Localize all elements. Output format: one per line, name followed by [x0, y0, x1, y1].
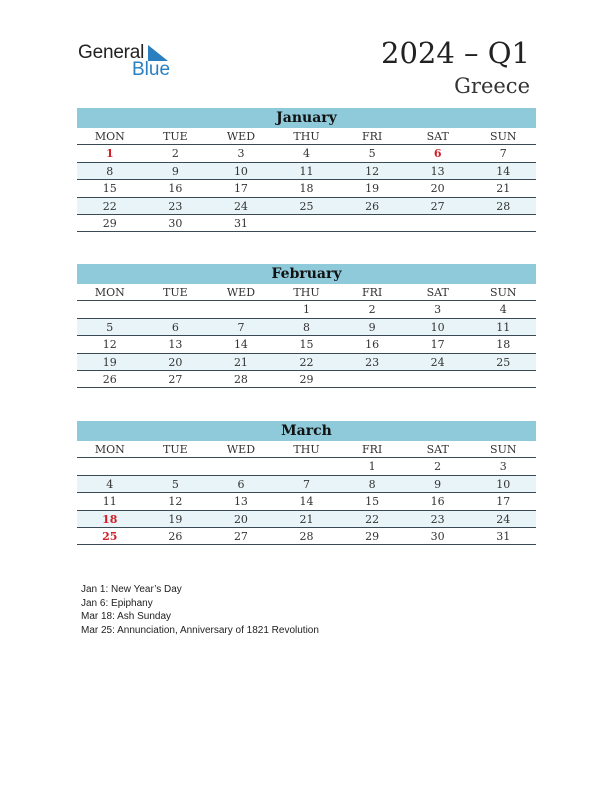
- day-cell: 27: [168, 372, 183, 386]
- empty-day-cell: [405, 371, 471, 387]
- weekday-header-row: [77, 441, 536, 458]
- empty-day-cell: [274, 215, 340, 231]
- day-cell: 2: [434, 460, 442, 474]
- week-row: [77, 198, 536, 215]
- logo-blue-text: Blue: [132, 59, 171, 80]
- day-cell: 10: [430, 320, 445, 334]
- day-cell: 13: [168, 338, 183, 352]
- day-cell: 26: [365, 199, 380, 213]
- day-cell: 2: [368, 303, 376, 317]
- day-cell: 11: [496, 320, 511, 334]
- day-cell: 9: [171, 164, 179, 178]
- empty-day-cell: [208, 458, 274, 474]
- day-cell: 12: [365, 164, 380, 178]
- empty-day-cell: [405, 215, 471, 231]
- day-cell: 3: [499, 460, 507, 474]
- empty-day-cell: [274, 458, 340, 474]
- day-cell: 15: [299, 338, 314, 352]
- day-cell: 3: [237, 147, 245, 161]
- weekday-label: TUE: [163, 286, 188, 299]
- day-cell: 5: [368, 147, 376, 161]
- day-cell: 31: [496, 529, 511, 543]
- weekday-label: THU: [293, 130, 320, 143]
- day-cell: 23: [168, 199, 183, 213]
- day-cell: 6: [237, 477, 245, 491]
- empty-day-cell: [339, 371, 405, 387]
- week-row: [77, 163, 536, 180]
- weekday-header-row: [77, 128, 536, 145]
- day-cell: 6: [171, 320, 179, 334]
- day-cell: 14: [233, 338, 248, 352]
- week-row: [77, 476, 536, 493]
- month-march: [77, 421, 536, 545]
- day-cell: 24: [430, 355, 445, 369]
- weekday-label: SUN: [490, 443, 517, 456]
- day-cell: 23: [365, 355, 380, 369]
- day-cell: 24: [233, 199, 248, 213]
- week-row: [77, 336, 536, 353]
- day-cell: 30: [430, 529, 445, 543]
- weekday-label: MON: [94, 286, 125, 299]
- empty-day-cell: [470, 371, 536, 387]
- day-cell: 7: [303, 477, 311, 491]
- holiday-note: Mar 18: Ash Sunday: [81, 611, 172, 623]
- weekday-label: WED: [226, 286, 256, 299]
- day-cell: 25: [496, 355, 511, 369]
- day-cell: 22: [365, 512, 380, 526]
- day-cell: 4: [499, 303, 507, 317]
- day-cell: 7: [499, 147, 507, 161]
- day-cell: 27: [233, 529, 248, 543]
- country-name: Greece: [454, 74, 530, 98]
- day-cell: 19: [365, 182, 380, 196]
- day-cell: 8: [106, 164, 114, 178]
- day-cell: 11: [102, 495, 117, 509]
- day-cell: 25: [102, 529, 118, 543]
- day-cell: 20: [233, 512, 248, 526]
- weekday-label: TUE: [163, 443, 188, 456]
- week-row: [77, 180, 536, 197]
- day-cell: 1: [368, 460, 376, 474]
- day-cell: 28: [496, 199, 511, 213]
- day-cell: 29: [102, 216, 117, 230]
- logo: [78, 42, 178, 82]
- weekday-label: MON: [94, 130, 125, 143]
- day-cell: 15: [102, 182, 117, 196]
- empty-day-cell: [339, 215, 405, 231]
- day-cell: 17: [233, 182, 248, 196]
- holiday-notes: [81, 583, 319, 637]
- weekday-label: SAT: [426, 130, 449, 143]
- day-cell: 25: [299, 199, 314, 213]
- day-cell: 18: [102, 512, 118, 526]
- week-row: [77, 354, 536, 371]
- day-cell: 4: [303, 147, 311, 161]
- day-cell: 26: [102, 372, 117, 386]
- day-cell: 18: [496, 338, 511, 352]
- day-cell: 18: [299, 182, 314, 196]
- day-cell: 10: [496, 477, 511, 491]
- weekday-label: SAT: [426, 286, 449, 299]
- day-cell: 31: [233, 216, 248, 230]
- weekday-label: THU: [293, 286, 320, 299]
- day-cell: 1: [105, 147, 114, 161]
- week-row: [77, 528, 536, 545]
- week-row: [77, 215, 536, 232]
- weekday-header-row: [77, 284, 536, 301]
- day-cell: 21: [496, 182, 511, 196]
- holiday-note: Jan 6: Epiphany: [81, 597, 153, 609]
- month-header: March: [77, 421, 536, 441]
- weekday-label: MON: [94, 443, 125, 456]
- empty-day-cell: [77, 458, 143, 474]
- day-cell: 24: [496, 512, 511, 526]
- week-row: [77, 493, 536, 510]
- week-row: [77, 511, 536, 528]
- week-row: [77, 371, 536, 388]
- day-cell: 20: [168, 355, 183, 369]
- day-cell: 12: [168, 495, 183, 509]
- holiday-note: Mar 25: Annunciation, Anniversary of 1821 Revolution: [81, 624, 319, 636]
- day-cell: 17: [430, 338, 445, 352]
- weekday-label: FRI: [361, 130, 383, 143]
- day-cell: 5: [171, 477, 179, 491]
- day-cell: 14: [299, 495, 314, 509]
- weekday-label: SUN: [490, 130, 517, 143]
- day-cell: 22: [102, 199, 117, 213]
- empty-day-cell: [77, 301, 143, 317]
- day-cell: 28: [233, 372, 248, 386]
- day-cell: 11: [299, 164, 314, 178]
- day-cell: 7: [237, 320, 245, 334]
- day-cell: 27: [430, 199, 445, 213]
- day-cell: 9: [368, 320, 376, 334]
- holiday-note: Jan 1: New Year’s Day: [81, 584, 182, 595]
- weekday-label: THU: [293, 443, 320, 456]
- weekday-label: WED: [226, 130, 256, 143]
- day-cell: 21: [299, 512, 314, 526]
- day-cell: 16: [168, 182, 183, 196]
- logo-general-text: General: [78, 42, 145, 63]
- weekday-label: WED: [226, 443, 256, 456]
- day-cell: 9: [434, 477, 442, 491]
- day-cell: 21: [233, 355, 248, 369]
- day-cell: 30: [168, 216, 183, 230]
- day-cell: 2: [171, 147, 179, 161]
- day-cell: 14: [496, 164, 511, 178]
- day-cell: 20: [430, 182, 445, 196]
- day-cell: 22: [299, 355, 314, 369]
- day-cell: 23: [430, 512, 445, 526]
- day-cell: 6: [433, 147, 442, 161]
- day-cell: 16: [365, 338, 380, 352]
- day-cell: 17: [496, 495, 511, 509]
- weekday-label: FRI: [361, 443, 383, 456]
- weekday-label: FRI: [361, 286, 383, 299]
- day-cell: 15: [365, 495, 380, 509]
- day-cell: 13: [233, 495, 248, 509]
- week-row: [77, 319, 536, 336]
- day-cell: 1: [303, 303, 311, 317]
- day-cell: 13: [430, 164, 445, 178]
- weekday-label: SUN: [490, 286, 517, 299]
- day-cell: 8: [303, 320, 311, 334]
- empty-day-cell: [143, 458, 209, 474]
- empty-day-cell: [470, 215, 536, 231]
- day-cell: 19: [168, 512, 183, 526]
- month-january: [77, 108, 536, 232]
- day-cell: 3: [434, 303, 442, 317]
- week-row: [77, 145, 536, 162]
- day-cell: 29: [365, 529, 380, 543]
- empty-day-cell: [208, 301, 274, 317]
- week-row: [77, 458, 536, 475]
- day-cell: 4: [106, 477, 114, 491]
- month-february: [77, 264, 536, 388]
- month-header: January: [77, 108, 536, 128]
- day-cell: 10: [233, 164, 248, 178]
- weekday-label: TUE: [163, 130, 188, 143]
- empty-day-cell: [143, 301, 209, 317]
- day-cell: 16: [430, 495, 445, 509]
- day-cell: 28: [299, 529, 314, 543]
- week-row: [77, 301, 536, 318]
- weekday-label: SAT: [426, 443, 449, 456]
- day-cell: 26: [168, 529, 183, 543]
- page-title: 2024 – Q1: [381, 36, 530, 70]
- day-cell: 19: [102, 355, 117, 369]
- day-cell: 5: [106, 320, 114, 334]
- day-cell: 8: [368, 477, 376, 491]
- day-cell: 29: [299, 372, 314, 386]
- month-header: February: [77, 264, 536, 284]
- day-cell: 12: [102, 338, 117, 352]
